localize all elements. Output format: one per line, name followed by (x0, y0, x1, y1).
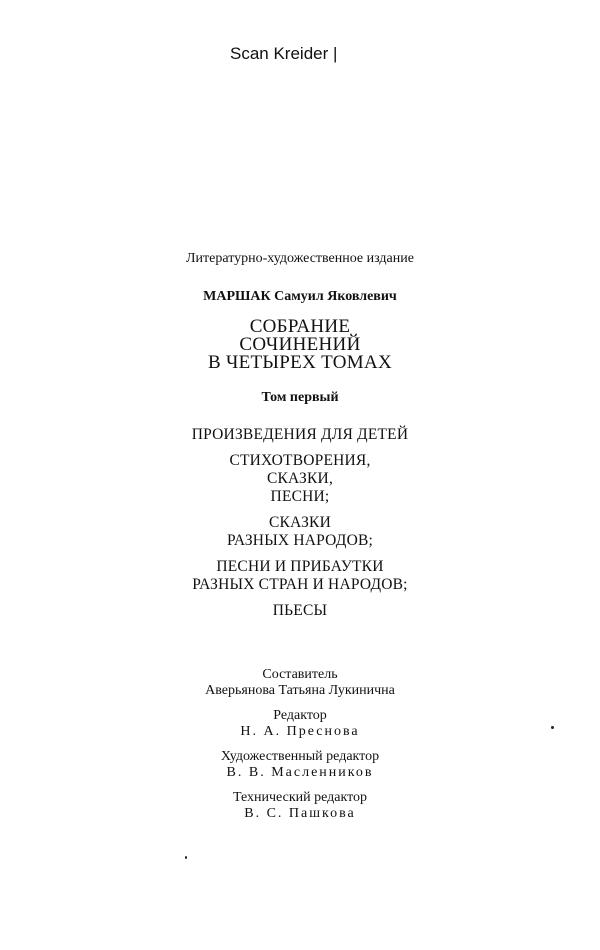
book-title (0, 318, 600, 372)
credit-name: В. С. Пашкова (244, 806, 356, 821)
contents-group-plays (0, 602, 600, 620)
scan-speck (185, 856, 187, 859)
contents-line: ПЕСНИ; (270, 488, 330, 505)
credit-role: Художественный редактор (220, 749, 380, 764)
credit-compiler (0, 667, 600, 699)
contents-group-tales (0, 514, 600, 550)
contents-line: ПЬЕСЫ (272, 602, 328, 619)
edition-type: Литературно-художественное издание (186, 251, 414, 266)
contents-line: РАЗНЫХ СТРАН И НАРОДОВ; (192, 576, 408, 593)
credit-role: Технический редактор (232, 790, 368, 805)
contents-list (0, 426, 600, 628)
title-line: СОЧИНЕНИЙ (239, 334, 361, 355)
credit-role: Редактор (273, 708, 327, 723)
contents-heading-group (0, 426, 600, 444)
credit-editor (0, 708, 600, 740)
credit-art-editor (0, 749, 600, 781)
credit-role: Составитель (262, 667, 338, 682)
credit-name: Н. А. Преснова (240, 724, 360, 739)
credit-name: Аверьянова Татьяна Лукинична (205, 683, 395, 698)
credits-block (0, 667, 600, 831)
contents-group-poems (0, 452, 600, 506)
contents-line: СКАЗКИ (269, 514, 331, 531)
contents-heading: ПРОИЗВЕДЕНИЯ ДЛЯ ДЕТЕЙ (191, 426, 409, 443)
credit-tech-editor (0, 790, 600, 822)
scan-credit: Scan Kreider | (230, 44, 338, 63)
volume-label: Том первый (261, 390, 339, 405)
credit-name: В. В. Масленников (226, 765, 374, 780)
author-name: МАРШАК Самуил Яковлевич (203, 289, 397, 304)
contents-line: СТИХОТВОРЕНИЯ, (229, 452, 371, 469)
contents-line: ПЕСНИ И ПРИБАУТКИ (216, 558, 384, 575)
scan-speck (551, 726, 554, 729)
contents-group-songs (0, 558, 600, 594)
contents-line: РАЗНЫХ НАРОДОВ; (226, 532, 374, 549)
title-line: В ЧЕТЫРЕХ ТОМАХ (207, 352, 393, 373)
contents-line: СКАЗКИ, (266, 470, 334, 487)
title-line: СОБРАНИЕ (249, 316, 351, 337)
